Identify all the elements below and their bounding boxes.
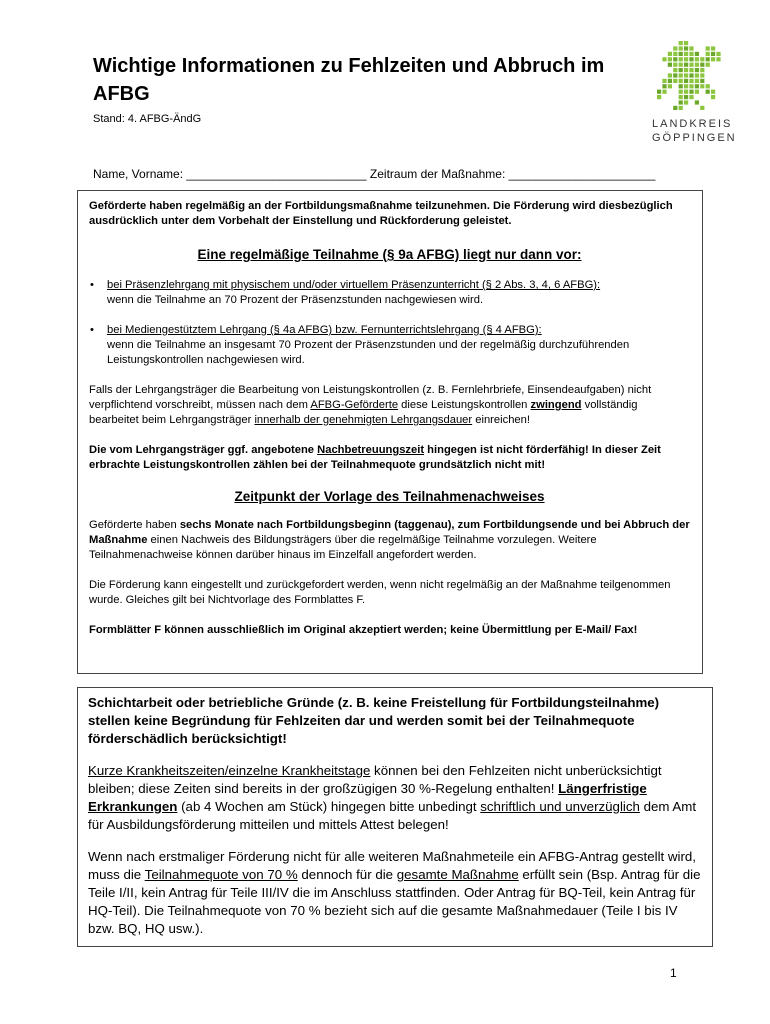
logo-pixel [684, 52, 688, 56]
logo-pixel [706, 63, 710, 67]
logo-pixel [684, 41, 688, 45]
logo-pixel [679, 63, 683, 67]
logo-pixel [657, 90, 661, 94]
logo-pixel [706, 84, 710, 88]
logo-pixel [711, 52, 715, 56]
logo-pixel [673, 68, 677, 72]
lion-emblem-icon [656, 40, 728, 112]
regular-attendance-heading: Eine regelmäßige Teilnahme (§ 9a AFBG) liegt nur dann vor: [197, 247, 582, 262]
logo-pixel [689, 68, 693, 72]
logo-pixel [711, 95, 715, 99]
logo-pixel [695, 73, 699, 77]
list-item [89, 323, 690, 368]
logo-pixel [716, 57, 720, 61]
list-item [89, 278, 690, 308]
logo-pixel [689, 73, 693, 77]
document-version: Stand: 4. AFBG-ÄndG [93, 113, 202, 125]
original-forms-notice: Formblätter F können ausschließlich im Original akzeptiert werden; keine Übermittlung per E-Mail/ Fax! [89, 624, 638, 636]
logo-pixel [679, 79, 683, 83]
shift-work-notice: Schichtarbeit oder betriebliche Gründe (z. B. keine Freistellung für Fortbildungsteilnahme) stellen keine Begründung für Fehlzeiten dar und werden somit bei der Teilnahmequote förderschädlich berücksichtigt! [88, 695, 660, 746]
logo-pixel [679, 106, 683, 110]
absence-rules-box [77, 687, 713, 947]
bullet-heading: bei Mediengestütztem Lehrgang (§ 4a AFBG) bzw. Fernunterrichtslehrgang (§ 4 AFBG): [107, 324, 542, 336]
logo-pixel [662, 90, 666, 94]
logo-pixel [662, 79, 666, 83]
logo-pixel [695, 100, 699, 104]
logo-pixel [684, 84, 688, 88]
bullet-icon: • [90, 279, 94, 291]
logo-pixel [706, 57, 710, 61]
logo-pixel [700, 63, 704, 67]
logo-pixel [711, 46, 715, 50]
bullet-text: wenn die Teilnahme an 70 Prozent der Präsenzstunden nachgewiesen wird. [107, 294, 484, 306]
logo-pixel [673, 79, 677, 83]
logo-pixel [684, 68, 688, 72]
logo-pixel [700, 106, 704, 110]
logo-pixel [689, 79, 693, 83]
logo-pixel [689, 57, 693, 61]
logo-text-line1: LANDKREIS [652, 118, 733, 130]
logo-pixel [662, 57, 666, 61]
logo-pixel [700, 68, 704, 72]
submission-timing-heading: Zeitpunkt der Vorlage des Teilnahmenachweises [234, 489, 545, 504]
logo-pixel [679, 95, 683, 99]
logo-pixel [679, 84, 683, 88]
logo-pixel [673, 73, 677, 77]
bullet-text: wenn die Teilnahme an insgesamt 70 Prozent der Präsenzstunden und der regelmäßig durchzuführenden Leistungskontrollen nachgewiesen wird. [107, 339, 630, 366]
logo-pixel [668, 63, 672, 67]
logo-pixel [668, 52, 672, 56]
logo-pixel [662, 84, 666, 88]
logo-pixel [689, 46, 693, 50]
aftercare-paragraph: Die vom Lehrgangsträger ggf. angebotene Nachbetreuungszeit hingegen ist nicht förderfähig! In dieser Zeit erbrachte Leistungskontrollen zählen bei der Teilnahmequote grundsätzlich nicht mit! [89, 444, 661, 471]
page-number: 1 [670, 966, 677, 980]
logo-pixel [684, 90, 688, 94]
bullet-heading: bei Präsenzlehrgang mit physischem und/oder virtuellem Präsenzunterricht (§ 2 Abs. 3, 4, 6 AFBG): [107, 279, 601, 291]
logo-pixel [689, 63, 693, 67]
bullet-icon: • [90, 324, 94, 336]
submission-paragraph: Geförderte haben sechs Monate nach Fortbildungsbeginn (taggenau), zum Fortbildungsende und bei Abbruch der Maßnahme einen Nachweis des Bildungsträgers über die regelmäßige Teilnahme vorzulegen. Weitere Teilnahmenachweise können darüber hinaus im Einzelfall angefordert werden. [89, 519, 690, 561]
logo-pixel [695, 90, 699, 94]
logo-pixel [695, 63, 699, 67]
attendance-info-box [77, 190, 703, 674]
landkreis-logo [652, 40, 737, 150]
logo-pixel [684, 100, 688, 104]
logo-pixel [673, 52, 677, 56]
logo-pixel [684, 79, 688, 83]
logo-pixel [657, 95, 661, 99]
logo-pixel [695, 57, 699, 61]
logo-pixel [684, 73, 688, 77]
logo-pixel [689, 84, 693, 88]
logo-pixel [684, 63, 688, 67]
logo-pixel [684, 95, 688, 99]
intro-statement: Geförderte haben regelmäßig an der Fortbildungsmaßnahme teilzunehmen. Die Förderung wird diesbezüglich ausdrücklich unter dem Vorbehalt der Einstellung und Rückforderung geleistet. [89, 200, 673, 227]
logo-pixel [668, 57, 672, 61]
logo-pixel [716, 52, 720, 56]
logo-pixel [706, 90, 710, 94]
logo-pixel [679, 41, 683, 45]
logo-pixel [679, 46, 683, 50]
logo-pixel [679, 57, 683, 61]
logo-pixel [684, 46, 688, 50]
performance-checks-paragraph: Falls der Lehrgangsträger die Bearbeitung von Leistungskontrollen (z. B. Fernlehrbriefe, Einsendeaufgaben) nicht verpflichtend vorschreibt, müssen nach dem AFBG-Geförderte diese Leistungskontrollen zwingend vollständig bearbeitet beim Lehrgangsträger innerhalb der genehmigten Lehrgangsdauer einreichen! [89, 384, 652, 426]
logo-pixel [673, 57, 677, 61]
logo-pixel [673, 106, 677, 110]
logo-pixel [695, 68, 699, 72]
logo-pixel [673, 46, 677, 50]
illness-paragraph: Kurze Krankheitszeiten/einzelne Krankheitstage können bei den Fehlzeiten nicht unberücksichtigt bleiben; diese Zeiten sind bereits in der großzügigen 30 %-Regelung enthalten! Längerfristige Erkrankungen (ab 4 Wochen am Stück) hingegen bitte unbedingt schriftlich und unverzüglich dem Amt für Ausbildungsförderung mitteilen und mittels Attest belegen! [88, 763, 697, 832]
logo-pixel [679, 90, 683, 94]
logo-pixel [706, 52, 710, 56]
logo-pixel [679, 52, 683, 56]
name-period-field-line[interactable]: Name, Vorname: ___________________________ Zeitraum der Maßnahme: ______________________ [93, 167, 656, 181]
logo-pixel [711, 90, 715, 94]
logo-pixel [673, 63, 677, 67]
logo-text-line2: GÖPPINGEN [652, 132, 737, 144]
logo-pixel [668, 79, 672, 83]
logo-pixel [689, 95, 693, 99]
logo-pixel [711, 57, 715, 61]
logo-pixel [700, 73, 704, 77]
logo-pixel [695, 52, 699, 56]
logo-pixel [700, 57, 704, 61]
document-title: Wichtige Informationen zu Fehlzeiten und Abbruch im AFBG [93, 55, 605, 105]
logo-pixel [689, 90, 693, 94]
logo-pixel [679, 100, 683, 104]
logo-pixel [684, 57, 688, 61]
logo-pixel [700, 79, 704, 83]
logo-pixel [695, 84, 699, 88]
logo-pixel [700, 84, 704, 88]
quota-paragraph: Wenn nach erstmaliger Förderung nicht für alle weiteren Maßnahmeteile ein AFBG-Antrag gestellt wird, muss die Teilnahmequote von 70 % dennoch für die gesamte Maßnahme erfüllt sein (Bsp. Antrag für die Teile I/II, kein Antrag für Teile III/IV die im Anschluss stattfinden. Oder Antrag für BQ-Teil, kein Antrag für HQ-Teil). Die Teilnahmequote von 70 % bezieht sich auf die gesamte Maßnahmedauer (Teile I bis IV bzw. BQ, HQ usw.). [88, 849, 701, 936]
termination-paragraph: Die Förderung kann eingestellt und zurückgefordert werden, wenn nicht regelmäßig an der Maßnahme teilgenommen wurde. Gleiches gilt bei Nichtvorlage des Formblattes F. [89, 579, 671, 606]
logo-pixel [706, 46, 710, 50]
logo-pixel [689, 52, 693, 56]
logo-pixel [668, 84, 672, 88]
logo-pixel [679, 68, 683, 72]
logo-pixel [679, 73, 683, 77]
logo-pixel [668, 73, 672, 77]
logo-pixel [695, 79, 699, 83]
